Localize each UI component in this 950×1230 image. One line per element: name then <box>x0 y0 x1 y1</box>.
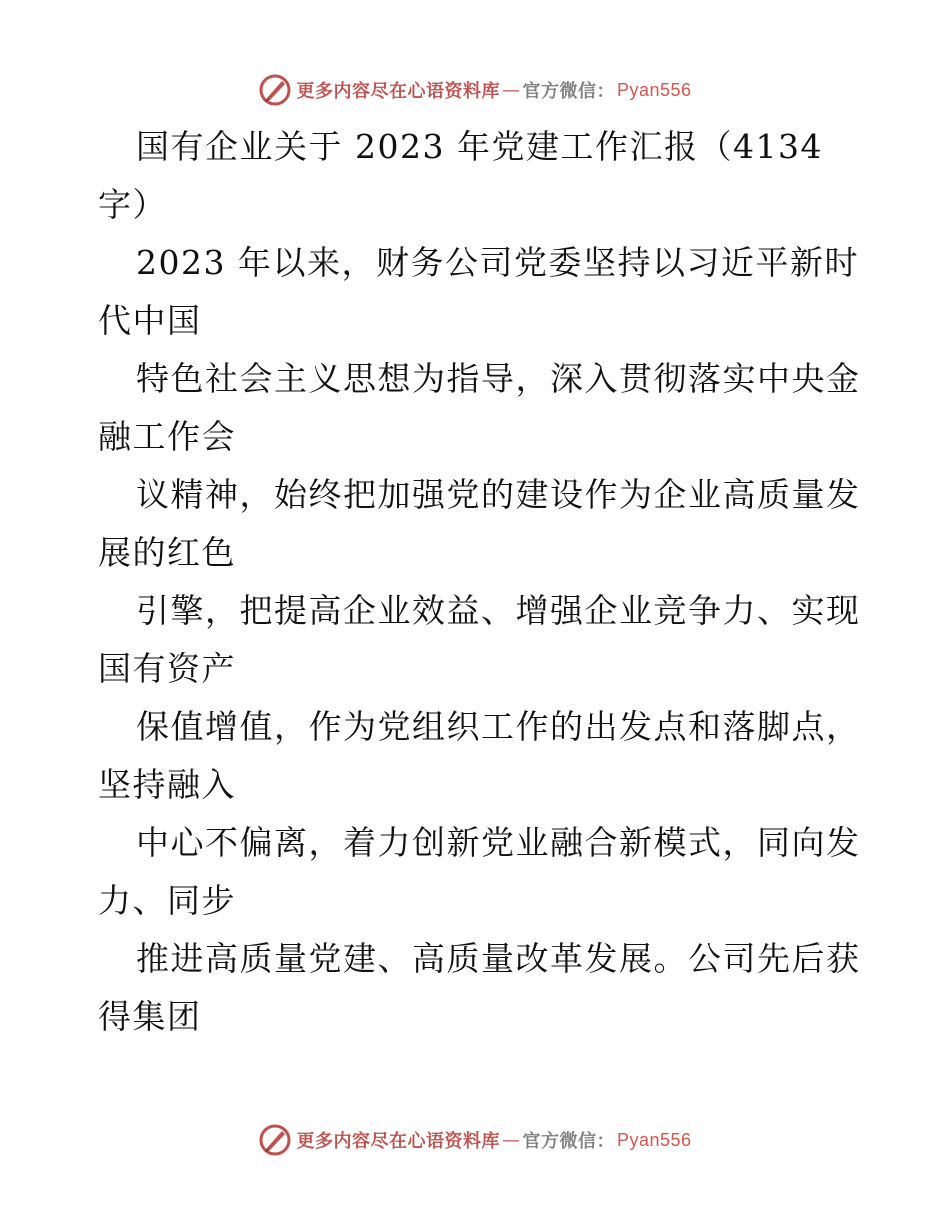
title-line-continued: 字） <box>98 185 167 224</box>
paragraph <box>0 930 950 1046</box>
quill-pen-logo-icon <box>258 1123 292 1157</box>
title-line: 国有企业关于 2023 年党建工作汇报（4134 <box>136 127 823 166</box>
paragraph-line-continued: 坚持融入 <box>98 765 236 804</box>
paragraph-line: 保值增值，作为党组织工作的出发点和落脚点， <box>136 707 861 746</box>
watermark-brand-text: 更多内容尽在心语资料库 <box>296 81 500 102</box>
watermark-official-label: 官方微信： <box>522 81 615 102</box>
paragraph-line: 推进高质量党建、高质量改革发展。公司先后获 <box>136 939 861 978</box>
paragraph <box>0 350 950 466</box>
paragraph-line-continued: 融工作会 <box>98 417 236 456</box>
watermark-account: Pyan556 <box>616 79 692 100</box>
watermark-separator: — <box>501 1129 521 1151</box>
header-watermark <box>0 70 950 110</box>
watermark-brand-text: 更多内容尽在心语资料库 <box>296 1131 500 1152</box>
paragraph <box>0 698 950 814</box>
paragraph <box>0 234 950 350</box>
paragraph-line: 2023 年以来，财务公司党委坚持以习近平新时 <box>136 243 859 282</box>
watermark-official-label: 官方微信： <box>522 1131 615 1152</box>
paragraph-line-continued: 代中国 <box>98 301 202 340</box>
watermark-account: Pyan556 <box>616 1129 692 1150</box>
document-body <box>0 118 950 1046</box>
paragraph-line: 议精神，始终把加强党的建设作为企业高质量发 <box>136 475 861 514</box>
document-title <box>0 118 950 234</box>
paragraph-line: 特色社会主义思想为指导，深入贯彻落实中央金 <box>136 359 861 398</box>
footer-watermark <box>0 1120 950 1160</box>
paragraph-line-continued: 得集团 <box>98 997 202 1036</box>
paragraph-line: 中心不偏离，着力创新党业融合新模式，同向发 <box>136 823 861 862</box>
paragraph-line-continued: 国有资产 <box>98 649 236 688</box>
watermark-separator: — <box>501 79 521 101</box>
paragraph-line-continued: 展的红色 <box>98 533 236 572</box>
paragraph-line: 引擎，把提高企业效益、增强企业竞争力、实现 <box>136 591 861 630</box>
paragraph <box>0 466 950 582</box>
paragraph <box>0 582 950 698</box>
paragraph <box>0 814 950 930</box>
quill-pen-logo-icon <box>258 73 292 107</box>
paragraph-line-continued: 力、同步 <box>98 881 236 920</box>
